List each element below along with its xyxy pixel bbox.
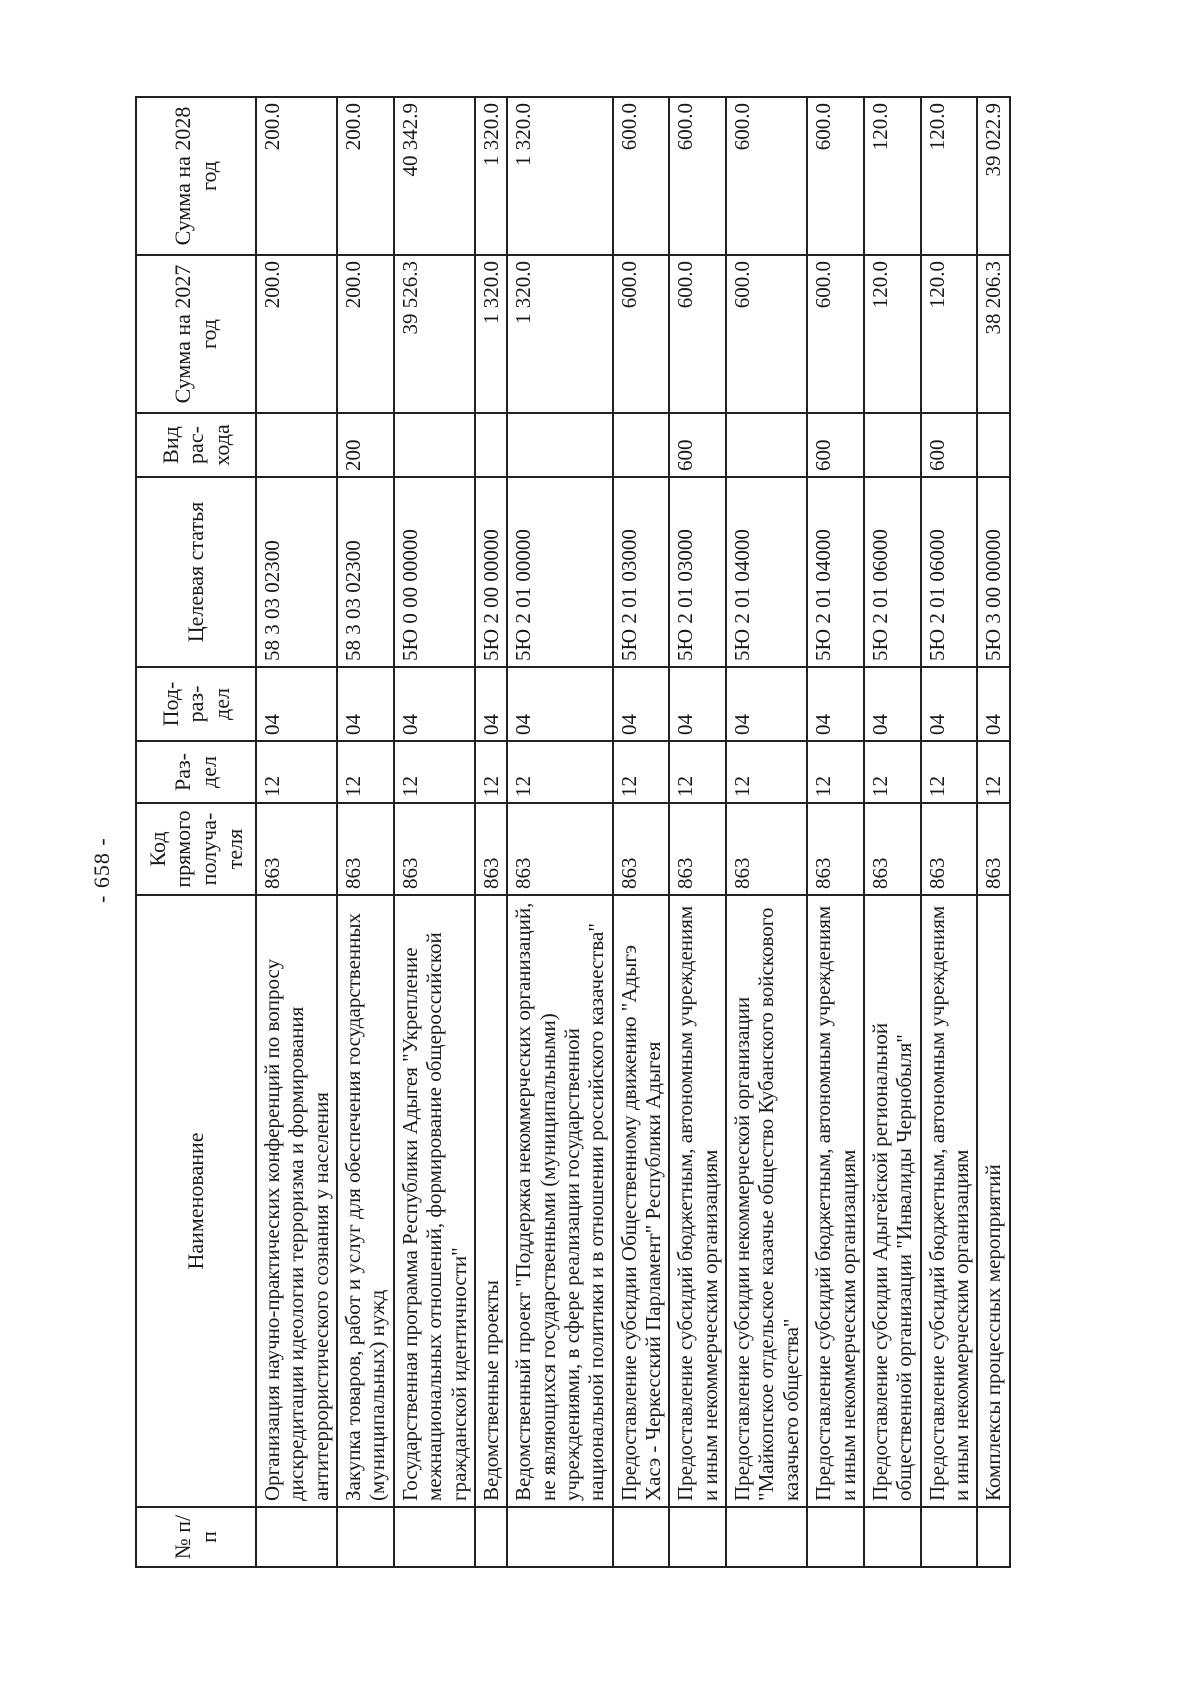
cell-sum-2027: 38 206.3 <box>977 255 1009 413</box>
cell-kod: 863 <box>921 803 978 895</box>
cell-podrazdel: 04 <box>337 667 394 741</box>
cell-razdel: 12 <box>256 741 337 803</box>
cell-kod: 863 <box>864 803 921 895</box>
cell-vid: 200 <box>337 413 394 477</box>
cell-vid: 600 <box>921 413 978 477</box>
table-row <box>337 97 394 1567</box>
cell-name: Предоставление субсидий бюджетным, автономным учреждениям и иным некоммерческим организациям <box>921 895 978 1507</box>
table-row <box>977 97 1009 1567</box>
cell-celevaya: 5Ю 2 01 03000 <box>669 477 726 667</box>
cell-sum-2028: 39 022.9 <box>977 97 1009 255</box>
cell-no <box>337 1507 394 1567</box>
cell-kod: 863 <box>669 803 726 895</box>
cell-no <box>475 1507 507 1567</box>
table-row <box>669 97 726 1567</box>
cell-podrazdel: 04 <box>256 667 337 741</box>
cell-kod: 863 <box>726 803 807 895</box>
cell-podrazdel: 04 <box>977 667 1009 741</box>
cell-razdel: 12 <box>977 741 1009 803</box>
cell-celevaya: 5Ю 2 01 04000 <box>726 477 807 667</box>
cell-razdel: 12 <box>726 741 807 803</box>
header-no: № п/п <box>136 1507 256 1567</box>
cell-kod: 863 <box>613 803 670 895</box>
cell-sum-2027: 600.0 <box>669 255 726 413</box>
header-sum-2027: Сумма на 2027 год <box>136 255 256 413</box>
cell-sum-2027: 1 320.0 <box>475 255 507 413</box>
cell-name: Предоставление субсидий бюджетным, автономным учреждениям и иным некоммерческим организациям <box>669 895 726 1507</box>
cell-sum-2028: 200.0 <box>337 97 394 255</box>
cell-razdel: 12 <box>921 741 978 803</box>
cell-podrazdel: 04 <box>669 667 726 741</box>
header-vid: Вид рас-хода <box>136 413 256 477</box>
cell-kod: 863 <box>507 803 612 895</box>
cell-razdel: 12 <box>864 741 921 803</box>
cell-vid <box>726 413 807 477</box>
cell-razdel: 12 <box>613 741 670 803</box>
cell-kod: 863 <box>394 803 475 895</box>
cell-podrazdel: 04 <box>507 667 612 741</box>
header-name: Наименование <box>136 895 256 1507</box>
cell-sum-2027: 600.0 <box>726 255 807 413</box>
cell-vid <box>507 413 612 477</box>
cell-celevaya: 5Ю 2 00 00000 <box>475 477 507 667</box>
cell-podrazdel: 04 <box>864 667 921 741</box>
cell-no <box>394 1507 475 1567</box>
cell-name: Предоставление субсидии Адыгейской региональной общественной организации "Инвалиды Чернобыля" <box>864 895 921 1507</box>
cell-sum-2028: 40 342.9 <box>394 97 475 255</box>
cell-celevaya: 5Ю 2 01 06000 <box>921 477 978 667</box>
cell-name: Ведомственный проект "Поддержка некоммерческих организаций, не являющихся государственными (муниципальными) учреждениями, в сфере реализации государственной национальной политики и в отношении российского казачества" <box>507 895 612 1507</box>
cell-sum-2027: 120.0 <box>921 255 978 413</box>
budget-table <box>135 96 1011 1568</box>
cell-podrazdel: 04 <box>613 667 670 741</box>
table-row <box>921 97 978 1567</box>
header-podrazdel: Под-раз-дел <box>136 667 256 741</box>
table-row <box>864 97 921 1567</box>
cell-no <box>613 1507 670 1567</box>
cell-celevaya: 5Ю 0 00 00000 <box>394 477 475 667</box>
cell-kod: 863 <box>807 803 864 895</box>
cell-sum-2028: 600.0 <box>669 97 726 255</box>
table-row <box>726 97 807 1567</box>
cell-name: Комплексы процессных мероприятий <box>977 895 1009 1507</box>
cell-podrazdel: 04 <box>475 667 507 741</box>
cell-podrazdel: 04 <box>726 667 807 741</box>
cell-vid <box>256 413 337 477</box>
cell-sum-2027: 200.0 <box>337 255 394 413</box>
cell-sum-2028: 1 320.0 <box>475 97 507 255</box>
cell-sum-2027: 120.0 <box>864 255 921 413</box>
table-row <box>807 97 864 1567</box>
cell-razdel: 12 <box>394 741 475 803</box>
header-sum-2028: Сумма на 2028 год <box>136 97 256 255</box>
cell-podrazdel: 04 <box>807 667 864 741</box>
cell-vid <box>977 413 1009 477</box>
cell-celevaya: 58 3 03 02300 <box>256 477 337 667</box>
cell-sum-2028: 200.0 <box>256 97 337 255</box>
cell-no <box>507 1507 612 1567</box>
cell-kod: 863 <box>256 803 337 895</box>
cell-sum-2027: 39 526.3 <box>394 255 475 413</box>
cell-sum-2027: 600.0 <box>613 255 670 413</box>
cell-name: Государственная программа Республики Адыгея "Укрепление межнациональных отношений, формирование общероссийской гражданской идентичности" <box>394 895 475 1507</box>
cell-name: Ведомственные проекты <box>475 895 507 1507</box>
cell-sum-2027: 1 320.0 <box>507 255 612 413</box>
cell-no <box>921 1507 978 1567</box>
cell-no <box>977 1507 1009 1567</box>
cell-name: Предоставление субсидии Общественному движению "Адыгэ Хасэ - Черкесский Парламент" Республики Адыгея <box>613 895 670 1507</box>
cell-celevaya: 5Ю 3 00 00000 <box>977 477 1009 667</box>
cell-sum-2028: 120.0 <box>921 97 978 255</box>
cell-sum-2027: 600.0 <box>807 255 864 413</box>
cell-kod: 863 <box>977 803 1009 895</box>
cell-name: Предоставление субсидий бюджетным, автономным учреждениям и иным некоммерческим организациям <box>807 895 864 1507</box>
header-razdel: Раз-дел <box>136 741 256 803</box>
cell-sum-2028: 120.0 <box>864 97 921 255</box>
cell-razdel: 12 <box>669 741 726 803</box>
cell-sum-2028: 1 320.0 <box>507 97 612 255</box>
cell-vid: 600 <box>807 413 864 477</box>
cell-no <box>726 1507 807 1567</box>
cell-razdel: 12 <box>807 741 864 803</box>
cell-vid <box>864 413 921 477</box>
cell-name: Предоставление субсидии некоммерческой организации "Майкопское отдельское казачье общество Кубанского войскового казачьего общества" <box>726 895 807 1507</box>
cell-name: Закупка товаров, работ и услуг для обеспечения государственных (муниципальных) нужд <box>337 895 394 1507</box>
cell-sum-2028: 600.0 <box>613 97 670 255</box>
cell-celevaya: 58 3 03 02300 <box>337 477 394 667</box>
cell-razdel: 12 <box>475 741 507 803</box>
table-row <box>613 97 670 1567</box>
cell-vid <box>394 413 475 477</box>
cell-sum-2028: 600.0 <box>807 97 864 255</box>
table-row <box>394 97 475 1567</box>
cell-vid <box>613 413 670 477</box>
cell-celevaya: 5Ю 2 01 06000 <box>864 477 921 667</box>
cell-no <box>669 1507 726 1567</box>
cell-podrazdel: 04 <box>921 667 978 741</box>
table-row <box>256 97 337 1567</box>
cell-sum-2028: 600.0 <box>726 97 807 255</box>
cell-kod: 863 <box>337 803 394 895</box>
cell-celevaya: 5Ю 2 01 04000 <box>807 477 864 667</box>
table-row <box>475 97 507 1567</box>
cell-no <box>864 1507 921 1567</box>
cell-no <box>807 1507 864 1567</box>
header-kod: Код прямого получа-теля <box>136 803 256 895</box>
cell-name: Организация научно-практических конференций по вопросу дискредитации идеологии терроризма и формирования антитеррористического сознания у населения <box>256 895 337 1507</box>
page-number: - 658 - <box>89 837 114 903</box>
cell-razdel: 12 <box>507 741 612 803</box>
cell-sum-2027: 200.0 <box>256 255 337 413</box>
cell-vid <box>475 413 507 477</box>
cell-podrazdel: 04 <box>394 667 475 741</box>
header-celevaya: Целевая статья <box>136 477 256 667</box>
cell-celevaya: 5Ю 2 01 00000 <box>507 477 612 667</box>
table-header-row <box>136 97 256 1567</box>
table-row <box>507 97 612 1567</box>
cell-razdel: 12 <box>337 741 394 803</box>
cell-kod: 863 <box>475 803 507 895</box>
cell-vid: 600 <box>669 413 726 477</box>
cell-celevaya: 5Ю 2 01 03000 <box>613 477 670 667</box>
cell-no <box>256 1507 337 1567</box>
budget-table-container <box>135 98 1078 1568</box>
